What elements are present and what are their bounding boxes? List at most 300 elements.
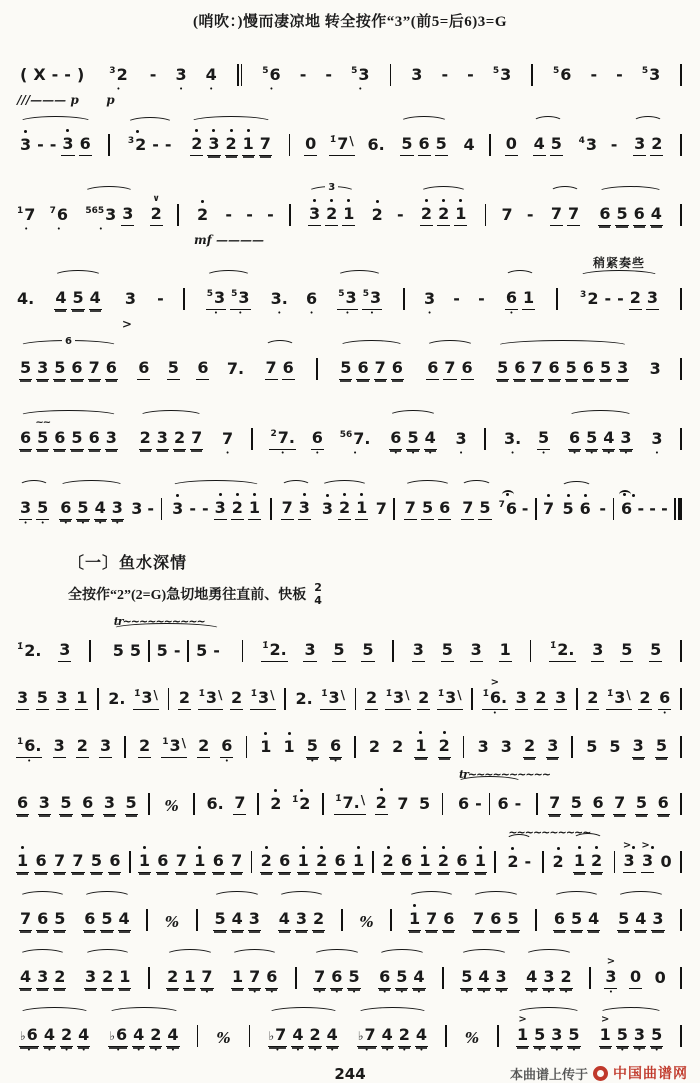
octave-dot-below: •	[369, 309, 374, 317]
octave-dot-below	[665, 873, 667, 880]
octave-dot-below	[637, 758, 639, 765]
trill-mark: tr~~~~~~~~~~	[113, 615, 205, 628]
note	[505, 842, 520, 880]
note-number: 6	[35, 851, 47, 870]
octave-dot-below	[602, 520, 604, 527]
octave-dot-below	[644, 710, 646, 717]
note-number: 7	[72, 851, 84, 870]
note	[224, 124, 239, 163]
octave-dot-below	[512, 873, 514, 880]
note-number: 6	[266, 967, 278, 986]
note	[128, 631, 143, 669]
barline	[680, 793, 682, 815]
note	[454, 841, 469, 880]
note	[74, 678, 89, 717]
note-number: 6	[379, 967, 391, 986]
barline	[289, 134, 291, 156]
note	[155, 631, 170, 669]
octave-dot-below	[397, 710, 399, 717]
barline	[680, 204, 682, 226]
octave-dot-below: •	[225, 449, 230, 457]
note-number: 7	[531, 358, 543, 377]
note-number: 2	[371, 205, 383, 224]
octave-dot-below: •	[315, 449, 320, 457]
note-number: 2	[138, 736, 151, 755]
note	[35, 678, 50, 717]
octave-dot-below	[317, 931, 319, 938]
octave-dot-below	[527, 310, 529, 317]
note-number: 1	[184, 967, 196, 986]
note-group	[108, 615, 225, 669]
note-marks	[360, 488, 363, 498]
barline	[680, 288, 682, 310]
note	[196, 726, 211, 765]
octave-dot-below	[478, 931, 480, 938]
note-number: -	[478, 289, 485, 308]
note	[281, 348, 296, 387]
octave-dot-below	[640, 931, 642, 938]
octave-dot-below	[659, 989, 661, 996]
note-number: 5	[37, 498, 49, 517]
octave-dot-above	[419, 731, 422, 734]
note	[195, 348, 210, 387]
note-number: -	[246, 205, 253, 224]
octave-dot-below	[42, 380, 44, 387]
note-number: 2	[316, 851, 328, 870]
octave-dot-below	[343, 520, 345, 527]
note-number: 3	[642, 851, 654, 870]
note-number: 3	[555, 688, 567, 707]
octave-dot-below	[655, 662, 657, 669]
note	[419, 194, 434, 233]
note-number: 5	[635, 793, 648, 812]
note-number: 6	[20, 428, 32, 447]
note-number: 2	[54, 967, 66, 986]
octave-dot-below	[519, 380, 521, 387]
note	[640, 841, 655, 880]
note-marks	[347, 194, 350, 204]
octave-dot-below: •	[27, 757, 32, 765]
note-group	[304, 184, 359, 233]
note-number: 6	[456, 851, 468, 870]
note	[380, 1015, 395, 1054]
octave-dot-below	[236, 873, 238, 880]
note-number: 2	[270, 794, 282, 813]
note-number: 1	[119, 967, 131, 986]
octave-dot-below	[405, 873, 407, 880]
octave-dot-below	[64, 662, 66, 669]
note	[35, 348, 50, 387]
note	[104, 348, 119, 387]
grace-note: 5	[362, 289, 369, 299]
note-number: 2	[173, 428, 186, 447]
note-group	[104, 1005, 183, 1054]
octave-dot-below	[361, 520, 363, 527]
note	[15, 678, 30, 717]
octave-dot-below	[201, 226, 203, 233]
note	[437, 488, 452, 527]
note	[48, 125, 59, 163]
note	[120, 194, 135, 233]
note-number: 2	[150, 1025, 162, 1044]
note-number: 7	[444, 358, 456, 377]
note-number: 3	[543, 967, 555, 986]
note-number: 3	[53, 736, 65, 755]
octave-dot-below	[505, 758, 507, 765]
note	[615, 1015, 630, 1054]
octave-dot-above	[423, 846, 426, 849]
note-group	[457, 478, 495, 527]
note-number: 7	[265, 358, 277, 377]
note	[390, 348, 405, 387]
octave-dot-below	[380, 520, 382, 527]
octave-dot-below	[446, 662, 448, 669]
octave-dot-below	[524, 520, 526, 527]
page-number: 244	[334, 1065, 366, 1083]
barline	[542, 851, 544, 873]
octave-dot-below	[321, 873, 323, 880]
note-number: 6	[458, 794, 470, 813]
octave-dot-below: •	[178, 85, 184, 93]
note-number: 3	[646, 288, 659, 307]
note-number: 7	[24, 205, 36, 224]
barline	[129, 851, 131, 873]
note-group	[416, 184, 471, 233]
music-part-1	[12, 45, 688, 548]
octave-dot-below	[607, 310, 609, 317]
octave-dot-below	[136, 156, 138, 163]
grace-note: 3	[580, 290, 587, 300]
note-number: 2	[639, 688, 651, 707]
note	[648, 489, 658, 527]
note	[229, 678, 244, 717]
note	[631, 726, 646, 765]
note	[148, 1015, 163, 1054]
octave-dot-below	[660, 758, 662, 765]
note	[547, 348, 562, 387]
note-group	[15, 1005, 94, 1054]
octave-dot-below	[95, 873, 97, 880]
note-marks	[641, 841, 653, 851]
note-number: 3	[358, 65, 370, 84]
note	[33, 841, 48, 880]
note-number: 5	[396, 967, 408, 986]
note-number: 4	[94, 498, 106, 517]
octave-dot-below	[144, 450, 146, 457]
note-number: -	[617, 289, 624, 308]
note	[514, 678, 529, 717]
octave-dot-above	[511, 847, 514, 850]
octave-dot-below	[529, 226, 531, 233]
octave-dot-below	[640, 815, 642, 822]
note-number: -	[521, 499, 529, 518]
note	[290, 1015, 305, 1054]
note-number: 5	[401, 134, 413, 153]
note	[264, 957, 279, 996]
note	[572, 841, 587, 880]
note-number: 5	[125, 793, 137, 812]
note	[373, 348, 388, 387]
grace-note: 1̇	[606, 689, 614, 699]
note-group	[104, 45, 132, 107]
note	[380, 841, 395, 880]
note	[163, 125, 174, 163]
octave-dot-below	[43, 815, 45, 822]
note-marks	[247, 124, 250, 134]
octave-dot-below	[396, 380, 398, 387]
octave-dot-below	[236, 520, 238, 527]
note	[650, 899, 665, 938]
note	[532, 124, 547, 163]
octave-dot-below: •	[80, 519, 86, 527]
grace-note: 5	[231, 289, 238, 299]
note	[70, 841, 85, 880]
note	[628, 278, 643, 317]
octave-dot-below	[651, 520, 653, 527]
note-number: 2	[178, 688, 190, 707]
octave-dot-above	[413, 904, 416, 907]
octave-dot-below	[547, 520, 549, 527]
note	[82, 899, 97, 938]
flat-sign: ♭	[268, 1029, 275, 1043]
octave-dot-below	[24, 989, 26, 996]
octave-dot-below	[502, 815, 504, 822]
note	[569, 783, 584, 822]
note	[660, 489, 670, 527]
octave-dot-above	[302, 846, 305, 849]
note-number: 3.	[503, 429, 522, 448]
note	[547, 783, 562, 822]
note	[462, 125, 477, 163]
note	[569, 899, 584, 938]
music-line-4	[12, 254, 688, 331]
octave-dot-below: •	[280, 449, 285, 457]
note-number: 5	[497, 358, 509, 377]
section-tempo-text: 全按作“2”(2=G)急切地勇往直前、快板	[68, 588, 307, 603]
barline	[168, 688, 170, 710]
octave-dot-below: •	[209, 85, 214, 93]
octave-dot-below	[93, 380, 95, 387]
note-marks	[330, 194, 333, 204]
octave-dot-above	[265, 846, 268, 849]
note-number: 3	[652, 909, 664, 928]
note	[247, 957, 262, 996]
note	[495, 784, 510, 822]
note-number: 2	[116, 65, 128, 84]
octave-dot-below	[331, 226, 333, 233]
octave-dot-above	[567, 494, 570, 497]
octave-dot-below	[432, 380, 434, 387]
note	[18, 957, 33, 996]
note	[18, 1015, 40, 1054]
note-number: 4	[292, 1025, 304, 1044]
octave-dot-below: •	[238, 309, 243, 317]
note-number: 4	[381, 1025, 393, 1044]
note	[52, 348, 67, 387]
note-number: 2	[398, 1025, 410, 1044]
barline	[442, 793, 444, 815]
note-number: 3.	[270, 289, 288, 308]
octave-dot-above	[595, 846, 598, 849]
grace-note: 4	[578, 136, 585, 146]
note	[364, 678, 379, 717]
repeat-sign: %	[359, 913, 374, 931]
tuplet-number: 6	[15, 336, 122, 347]
note	[476, 279, 487, 317]
octave-dot-below: •	[64, 1046, 69, 1054]
note-number: 2	[150, 204, 162, 223]
note	[18, 418, 33, 457]
note-number: 2	[552, 852, 564, 871]
note-group	[353, 1005, 432, 1054]
note-group	[135, 408, 208, 457]
note-number: 6.	[489, 688, 508, 707]
octave-dot-above	[442, 846, 445, 849]
note	[149, 194, 164, 233]
note-number: 3	[328, 688, 340, 707]
time-signature	[312, 581, 324, 607]
note	[260, 630, 288, 669]
note	[465, 55, 476, 93]
note-number: 7	[259, 134, 271, 153]
note-number: 7	[404, 498, 416, 517]
note-number: 4	[588, 909, 600, 928]
note-marks	[502, 489, 514, 499]
note	[83, 957, 98, 996]
barline	[196, 909, 198, 931]
octave-dot-below	[286, 520, 288, 527]
repeat-sign: %	[164, 797, 179, 815]
grace-note: 5	[262, 66, 269, 76]
note	[75, 55, 86, 93]
octave-dot-below	[275, 815, 277, 822]
note	[137, 841, 152, 880]
grace-note: 1	[162, 737, 169, 747]
note	[166, 348, 181, 387]
octave-dot-below	[560, 710, 562, 717]
note-group	[15, 947, 70, 996]
note	[525, 195, 536, 233]
octave-dot-below	[42, 931, 44, 938]
octave-dot-below	[467, 520, 469, 527]
grace-note: 1̇	[335, 794, 342, 804]
note-number: 3	[141, 688, 153, 707]
octave-dot-below	[284, 873, 286, 880]
note	[409, 55, 424, 93]
octave-dot-below	[634, 989, 636, 996]
note-group	[123, 115, 177, 163]
note-number: 3	[620, 428, 632, 447]
note-number: 6	[582, 358, 594, 377]
dynamic-text: p	[106, 93, 115, 107]
note	[498, 489, 519, 527]
note-marks	[619, 489, 635, 499]
note-group	[564, 408, 637, 457]
grace-note: 1	[17, 737, 24, 747]
note	[420, 488, 435, 527]
note	[75, 488, 90, 527]
octave-dot-below	[528, 758, 530, 765]
octave-dot-below	[288, 758, 290, 765]
note-number: 4	[526, 967, 538, 986]
note-number: 6	[71, 358, 83, 377]
octave-dot-below	[588, 310, 590, 317]
note	[513, 784, 524, 822]
octave-dot-below: •	[654, 1046, 659, 1054]
octave-dot-below	[38, 86, 40, 93]
octave-dot-below: •	[98, 519, 103, 527]
octave-dot-below	[621, 226, 623, 233]
barline	[485, 204, 487, 226]
note	[15, 195, 37, 233]
note	[298, 55, 309, 93]
note	[264, 348, 279, 387]
note-number: 5	[419, 794, 431, 813]
note	[52, 899, 67, 938]
octave-dot-below	[558, 931, 560, 938]
note-number: 6	[54, 428, 66, 447]
note-number: 3	[424, 289, 436, 308]
note-group	[546, 184, 584, 233]
note	[60, 124, 75, 163]
note	[137, 726, 152, 765]
note	[634, 783, 649, 822]
octave-dot-below	[628, 873, 630, 880]
note-number: 5	[651, 1025, 663, 1044]
octave-dot-below	[338, 662, 340, 669]
octave-dot-below	[302, 873, 304, 880]
octave-dot-above	[360, 493, 363, 496]
note-number: 1	[356, 498, 368, 517]
octave-dot-below	[650, 86, 652, 93]
note	[267, 1015, 289, 1054]
note	[367, 727, 382, 765]
slide-mark: \	[217, 688, 223, 702]
octave-dot-below: •	[481, 988, 487, 996]
octave-dot-below	[639, 156, 641, 163]
octave-dot-below	[58, 758, 60, 765]
note-group	[79, 889, 134, 938]
note-number: 7	[175, 851, 187, 870]
note	[397, 1015, 412, 1054]
note-marks	[380, 783, 383, 793]
note-group	[264, 1005, 343, 1054]
note-number: 6	[548, 358, 560, 377]
barline	[193, 793, 195, 815]
note	[35, 957, 50, 996]
note	[437, 726, 452, 765]
note-marks	[288, 727, 291, 737]
note-number: 7	[249, 967, 261, 986]
octave-dot-below	[654, 380, 656, 387]
note	[58, 783, 73, 822]
note	[551, 55, 573, 93]
octave-dot-above	[320, 846, 323, 849]
octave-dot-below: •	[529, 988, 534, 996]
octave-dot-below	[367, 662, 369, 669]
octave-dot-below	[104, 758, 106, 765]
note-group	[120, 269, 141, 331]
barline	[270, 498, 272, 520]
grace-note: 5	[351, 66, 358, 76]
note	[192, 841, 207, 880]
note-number: 7	[542, 499, 555, 518]
note-number: 1	[419, 851, 431, 870]
barline	[535, 909, 537, 931]
note-number: 6	[390, 428, 402, 447]
barline	[530, 640, 532, 662]
note	[76, 1015, 91, 1054]
